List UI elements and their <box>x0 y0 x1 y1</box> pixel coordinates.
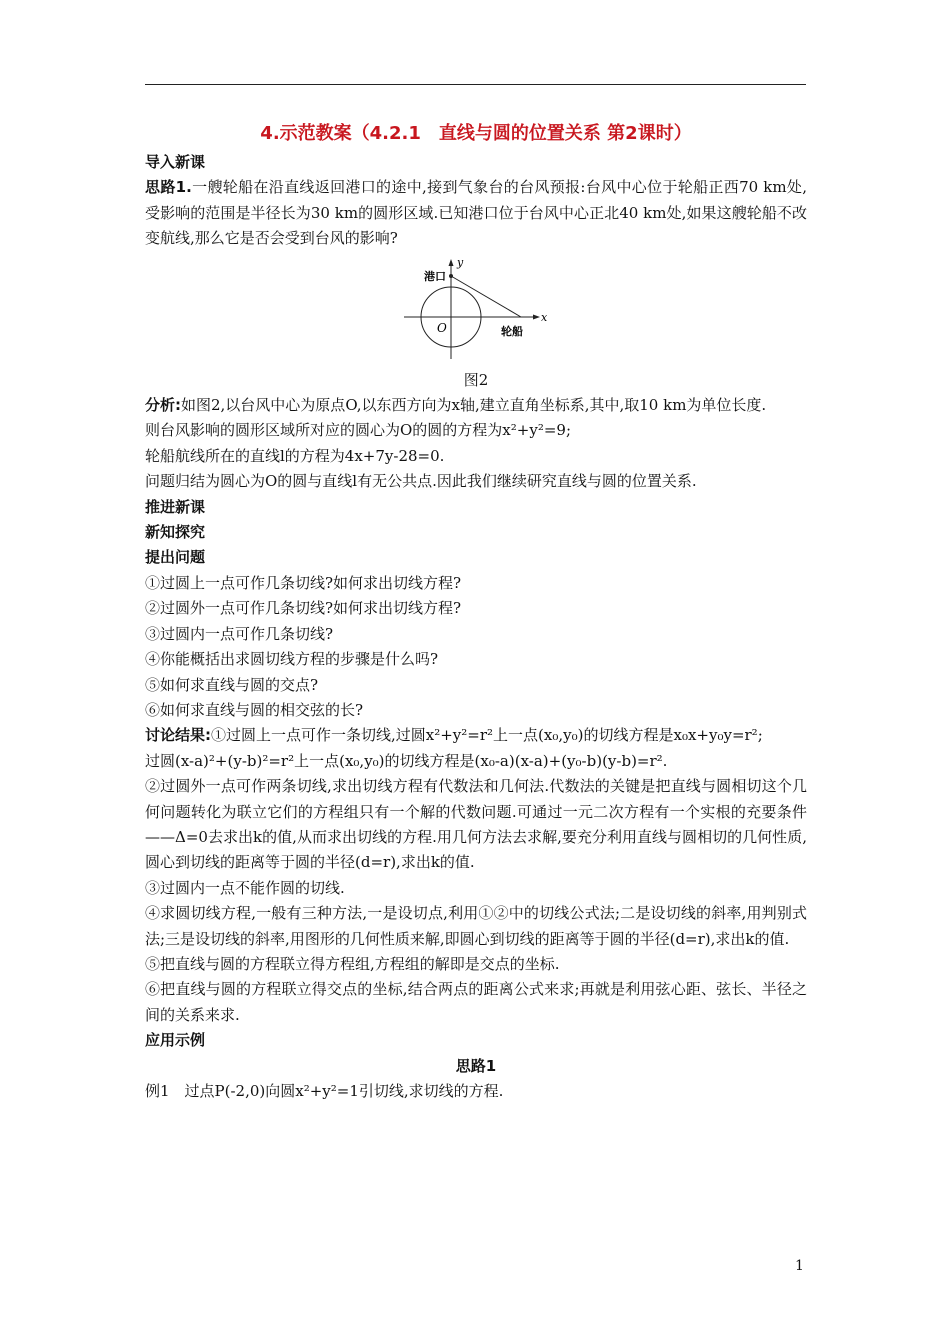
figure-caption: 图2 <box>463 370 489 389</box>
discussion-lead: 讨论结果: <box>145 726 211 745</box>
apply-subtitle: 思路1 <box>455 1056 497 1075</box>
discussion-result-5: ⑤把直线与圆的方程联立得方程组,方程组的解即是交点的坐标. <box>145 954 560 973</box>
ship-route-line <box>451 276 521 317</box>
section-advance: 推进新课 <box>145 497 206 516</box>
x-axis-arrow <box>533 314 540 319</box>
discussion-result-3: ③过圆内一点不能作圆的切线. <box>145 878 345 897</box>
analysis-line-2: 轮船航线所在的直线l的方程为4x+7y-28=0. <box>145 446 445 465</box>
thought1-lead: 思路1. <box>145 178 192 197</box>
discussion-result-1b: 过圆(x-a)²+(y-b)²=r²上一点(x₀,y₀)的切线方程是(x₀-a)(x-a)+(y₀-b)(y-b)=r². <box>145 751 668 770</box>
analysis-line-1: 则台风影响的圆形区域所对应的圆心为O的圆的方程为x²+y²=9; <box>145 421 571 440</box>
y-axis-arrow <box>449 259 454 266</box>
section-questions: 提出问题 <box>145 548 206 567</box>
figure-2 <box>145 254 807 362</box>
thought1-text: 一艘轮船在沿直线返回港口的途中,接到气象台的台风预报:台风中心位于轮船正西70 km处,受影响的范围是半径长为30 km的圆形区域.已知港口位于台风中心正北40 km处,如果这艘轮船不改变航线,那么它是否会受到台风的影响? <box>145 178 807 248</box>
port-point <box>449 274 453 278</box>
question-item: ⑤如何求直线与圆的交点? <box>145 675 319 694</box>
question-item: ④你能概括出求圆切线方程的步骤是什么吗? <box>145 650 439 669</box>
section-intro: 导入新课 <box>145 153 206 171</box>
question-item: ②过圆外一点可作几条切线?如何求出切线方程? <box>145 599 462 618</box>
discussion-result-2: ②过圆外一点可作两条切线,求出切线方程有代数法和几何法.代数法的关键是把直线与圆相切这个几何问题转化为联立它们的方程组只有一个解的代数问题.可通过一元二次方程有一个实根的充要条件——Δ=0去求出k的值,从而求出切线的方程.用几何方法去求解,要充分利用直线与圆相切的几何性质,圆心到切线的距离等于圆的半径(d=r),求出k的值. <box>145 777 807 872</box>
discussion-result-1 <box>145 723 807 748</box>
question-item: ①过圆上一点可作几条切线?如何求出切线方程? <box>145 573 462 592</box>
example-1: 例1 过点P(-2,0)向圆x²+y²=1引切线,求切线的方程. <box>145 1082 504 1100</box>
ship-label: 轮船 <box>501 324 523 338</box>
port-label: 港口 <box>424 269 446 283</box>
analysis-line-3: 问题归结为圆心为O的圆与直线l有无公共点.因此我们继续研究直线与圆的位置关系. <box>145 472 697 491</box>
thought1-paragraph <box>145 175 807 251</box>
page-title: 4.示范教案（4.2.1 直线与圆的位置关系 第2课时） <box>260 123 692 144</box>
discussion-result-4: ④求圆切线方程,一般有三种方法,一是设切点,利用①②中的切线公式法;二是设切线的斜率,用判别式法;三是设切线的斜率,用图形的几何性质来解,即圆心到切线的距离等于圆的半径(d=r),求出k的值. <box>145 904 807 948</box>
analysis-text: 如图2,以台风中心为原点O,以东西方向为x轴,建立直角坐标系,其中,取10 km为单位长度. <box>181 396 767 415</box>
question-item: ⑥如何求直线与圆的相交弦的长? <box>145 700 364 719</box>
section-explore: 新知探究 <box>145 523 206 542</box>
page-number: 1 <box>795 1258 804 1274</box>
document-body <box>145 120 807 1104</box>
analysis-paragraph <box>145 393 807 418</box>
header-rule <box>145 84 806 85</box>
typhoon-diagram <box>400 254 550 362</box>
discussion-r1: ①过圆上一点可作一条切线,过圆x²+y²=r²上一点(x₀,y₀)的切线方程是x₀x+y₀y=r²; <box>211 726 763 745</box>
question-item: ③过圆内一点可作几条切线? <box>145 624 334 643</box>
analysis-lead: 分析: <box>145 396 181 415</box>
origin-label: O <box>437 320 447 335</box>
y-label: y <box>457 255 464 269</box>
discussion-result-6: ⑥把直线与圆的方程联立得交点的坐标,结合两点的距离公式来求;再就是利用弦心距、弦长、半径之间的关系来求. <box>145 980 807 1024</box>
section-apply: 应用示例 <box>145 1031 206 1050</box>
x-label: x <box>541 310 548 324</box>
